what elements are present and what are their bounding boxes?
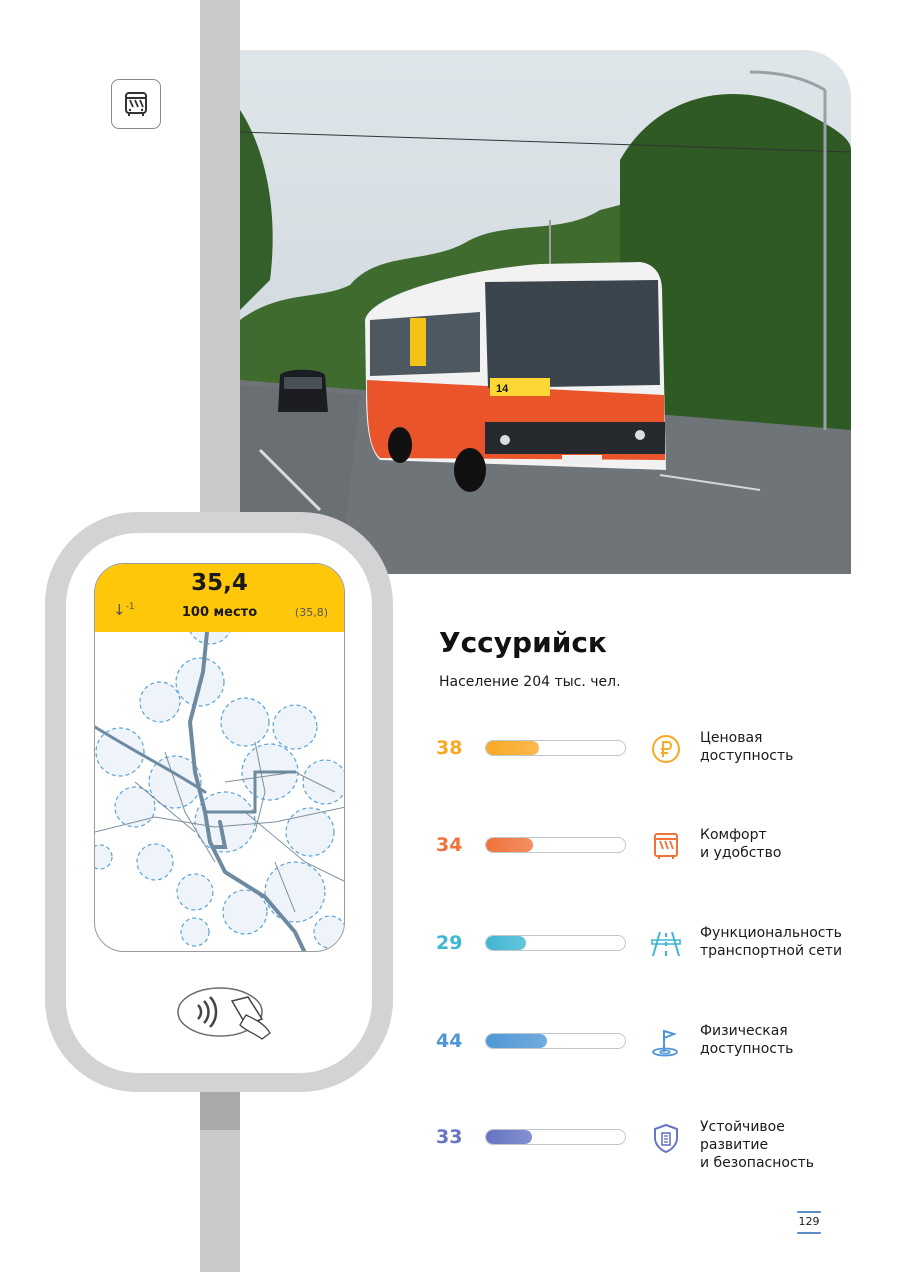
pole-band bbox=[200, 1090, 240, 1130]
metric-bar-fill bbox=[486, 1034, 547, 1048]
sign-screen bbox=[94, 563, 345, 952]
page-number: 129 bbox=[795, 1209, 823, 1234]
city-population: Население 204 тыс. чел. bbox=[439, 674, 621, 690]
metric-bar bbox=[485, 935, 626, 951]
metric-bar bbox=[485, 740, 626, 756]
metric-network bbox=[436, 925, 876, 992]
metric-bar bbox=[485, 837, 626, 853]
metric-value: 33 bbox=[436, 1126, 463, 1148]
metric-label: Устойчивое развитие и безопасность bbox=[700, 1119, 815, 1171]
metric-value: 29 bbox=[436, 932, 463, 954]
metric-value: 34 bbox=[436, 834, 463, 856]
previous-score: (35,8) bbox=[294, 606, 328, 619]
bus-photo bbox=[240, 50, 851, 574]
rank-change: -1 bbox=[125, 602, 135, 612]
metric-label: Функциональность транспортной сети bbox=[700, 925, 843, 959]
city-route-map bbox=[95, 632, 345, 952]
metric-label: Ценовая доступность bbox=[700, 730, 794, 764]
metric-physical bbox=[436, 1023, 876, 1090]
metric-bar-fill bbox=[486, 936, 526, 950]
bus-section-badge bbox=[111, 79, 161, 129]
metric-bar-fill bbox=[486, 741, 539, 755]
score-header bbox=[95, 564, 344, 632]
road-icon bbox=[650, 928, 682, 960]
metric-label: Комфорт и удобство bbox=[700, 827, 782, 861]
metric-bar-fill bbox=[486, 838, 533, 852]
overall-score: 35,4 bbox=[191, 570, 248, 596]
metric-bar bbox=[485, 1033, 626, 1049]
metric-sustainability bbox=[436, 1119, 876, 1186]
metric-bar-fill bbox=[486, 1130, 532, 1144]
bus-front-icon bbox=[650, 830, 682, 862]
metric-price bbox=[436, 730, 876, 797]
metric-value: 38 bbox=[436, 737, 463, 759]
metric-bar bbox=[485, 1129, 626, 1145]
shield-building-icon bbox=[650, 1122, 682, 1154]
rank-place: 100 место bbox=[181, 605, 258, 620]
flag-pin-icon bbox=[650, 1026, 682, 1058]
arrow-down-icon: ↓ bbox=[113, 601, 126, 619]
bus-icon bbox=[121, 89, 151, 119]
contactless-payment-icon bbox=[176, 985, 276, 1043]
ruble-icon bbox=[650, 733, 682, 765]
bus-route-number: 14 bbox=[496, 383, 509, 395]
metric-comfort bbox=[436, 827, 876, 894]
metric-label: Физическая доступность bbox=[700, 1023, 794, 1057]
city-title: Уссурийск bbox=[439, 626, 607, 659]
metric-value: 44 bbox=[436, 1030, 463, 1052]
